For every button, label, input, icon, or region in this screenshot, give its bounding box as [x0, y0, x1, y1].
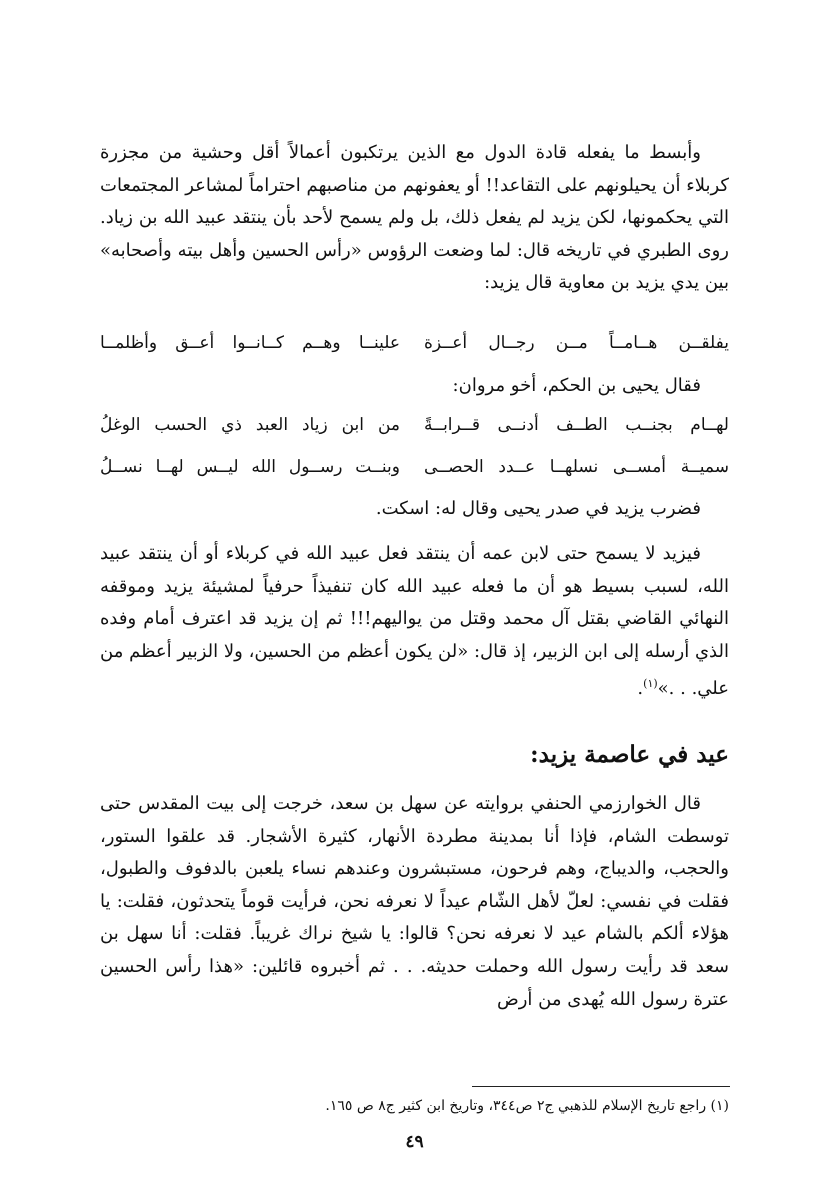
paragraph-end-mark: . — [637, 678, 644, 700]
footnote-divider — [472, 1086, 730, 1087]
page-number: ٤٩ — [405, 1132, 424, 1152]
body-paragraph-3 — [100, 493, 729, 526]
verse-line-1 — [100, 326, 729, 360]
section-heading: عيد في عاصمة يزيد: — [530, 741, 729, 768]
paragraph-main-text: فيزيد لا يسمح حتى لابن عمه أن ينتقد فعل عبيد الله في كربلاء أو أن ينتقد عبيد الله، لسبب بسيط هو أن ما فعله عبيد الله كان تنفيذاً حرفياً لمشيئة يزيد وموقفه النهائي القاضي بقتل آل محمد وقتل من يواليهم!!! ثم إن يزيد قد اعترف أمام وفده الذي أرسله إلى ابن الزبير، إذ قال: «لن يكون أعظم من الحسين، ولا الزبير أعظم من علي. . .» — [100, 543, 729, 700]
verse-line-3 — [100, 450, 729, 484]
verse-first-hemistich: يفلقــن هــامــاً مــن رجــال أعــزة — [424, 333, 729, 353]
verse-second-hemistich: من ابن زياد العبد ذي الحسب الوغلُ — [100, 415, 400, 435]
verse-second-hemistich: علينــا وهــم كــانــوا أعــق وأظلمــا — [100, 333, 400, 353]
paragraph-text: وأبسط ما يفعله قادة الدول مع الذين يرتكبون أعمالاً أقل وحشية من مجزرة كربلاء أن يحيلونهم على التقاعد!! أو يعفونهم من مناصبهم احتراماً لمشاعر المجتمعات التي يحكمونها، لكن يزيد لم يفعل ذلك، بل ولم يسمح لأحد بأن ينتقد عبيد الله بن زياد. روى الطبري في تاريخه قال: لما وضعت الرؤوس «رأس الحسين وأهل بيته وأصحابه» بين يدي يزيد بن معاوية قال يزيد: — [100, 142, 729, 294]
verse-first-hemistich: سميــة أمســى نسلهــا عــدد الحصــى — [424, 457, 729, 477]
body-paragraph-4 — [100, 538, 729, 706]
paragraph-text: قال الخوارزمي الحنفي بروايته عن سهل بن سعد، خرجت إلى بيت المقدس حتى توسطت الشام، فإذا أنا بمدينة مطردة الأنهار، كثيرة الأشجار. قد علقوا الستور، والحجب، والديباج، وهم فرحون، مستبشرون وعندهم نساء يلعبن بالدفوف والطبول، فقلت في نفسي: لعلّ لأهل الشّام عيداً لا نعرفه نحن، فرأيت قوماً يتحدثون، فقلت: يا هؤلاء ألكم بالشام عيد لا نعرفه نحن؟ قالوا: يا شيخ نراك غريباً. فقلت: أنا سهل بن سعد قد رأيت رسول الله وحملت حديثه. . . ثم أخبروه قائلين: «هذا رأس الحسين عترة رسول الله يُهدى من أرض — [100, 793, 729, 1010]
body-paragraph-1 — [100, 137, 729, 300]
body-paragraph-5 — [100, 788, 729, 1016]
footnote: (١) راجع تاريخ الإسلام للذهبي ج٢ ص٣٤٤، وتاريخ ابن كثير ج٨ ص ١٦٥. — [325, 1098, 729, 1114]
footnote-marker: (١) — [643, 677, 658, 691]
verse-first-hemistich: لهــام بجنــب الطــف أدنــى قــرابــةً — [424, 415, 729, 435]
verse-second-hemistich: وبنــت رســول الله ليــس لهــا نســلُ — [100, 457, 400, 477]
body-paragraph-2 — [100, 370, 729, 403]
paragraph-text — [100, 538, 729, 706]
paragraph-text: فضرب يزيد في صدر يحيى وقال له: اسكت. — [375, 498, 701, 519]
paragraph-text: فقال يحيى بن الحكم، أخو مروان: — [452, 375, 701, 396]
verse-line-2 — [100, 408, 729, 442]
